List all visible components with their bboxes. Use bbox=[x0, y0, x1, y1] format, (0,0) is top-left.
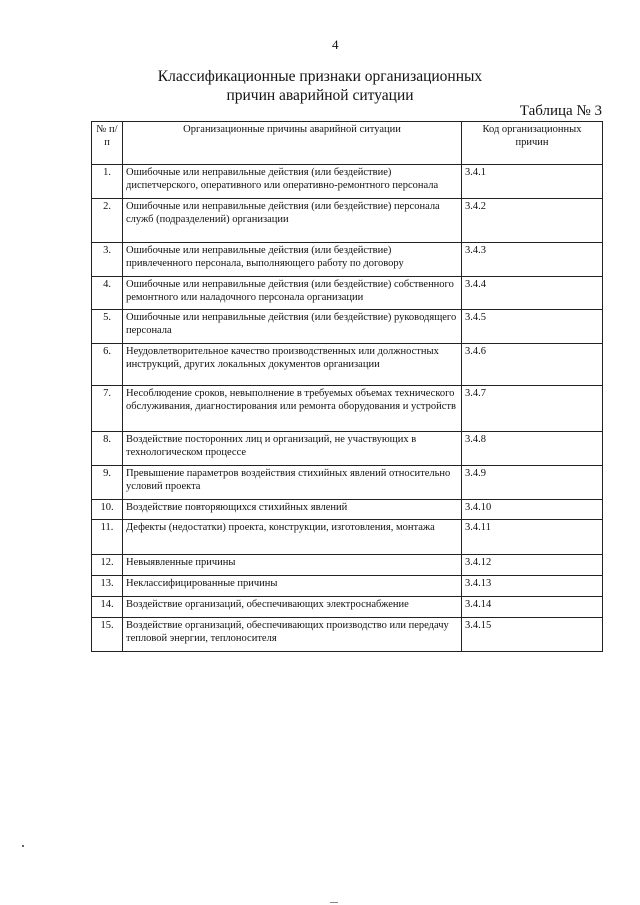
row-number: 10. bbox=[92, 500, 123, 520]
row-code: 3.4.5 bbox=[462, 310, 603, 344]
table-label: Таблица № 3 bbox=[519, 103, 602, 119]
document-title bbox=[0, 67, 640, 105]
row-number: 3. bbox=[92, 243, 123, 277]
title-line-2: причин аварийной ситуации bbox=[226, 87, 414, 104]
header-code: Код организационных причин bbox=[462, 122, 603, 165]
row-number: 5. bbox=[92, 310, 123, 344]
row-description: Ошибочные или неправильные действия (или бездействие) руководящего персонала bbox=[123, 310, 462, 344]
row-number: 1. bbox=[92, 165, 123, 199]
page-number: 4 bbox=[332, 37, 339, 52]
table-row bbox=[92, 199, 603, 243]
classification-table bbox=[91, 121, 603, 652]
table-row bbox=[92, 165, 603, 199]
row-code: 3.4.15 bbox=[462, 618, 603, 652]
row-number: 7. bbox=[92, 386, 123, 432]
row-code: 3.4.11 bbox=[462, 520, 603, 555]
row-code: 3.4.10 bbox=[462, 500, 603, 520]
row-code: 3.4.9 bbox=[462, 466, 603, 500]
row-number: 4. bbox=[92, 277, 123, 310]
row-number: 6. bbox=[92, 344, 123, 386]
row-description: Воздействие организаций, обеспечивающих производство или передачу тепловой энергии, теплоносителя bbox=[123, 618, 462, 652]
row-description: Невыявленные причины bbox=[123, 555, 462, 576]
table-row bbox=[92, 500, 603, 520]
row-code: 3.4.13 bbox=[462, 576, 603, 597]
scan-mark bbox=[330, 902, 338, 903]
title-line-1: Классификационные признаки организационных bbox=[157, 68, 483, 85]
table-row bbox=[92, 277, 603, 310]
row-code: 3.4.12 bbox=[462, 555, 603, 576]
row-code: 3.4.7 bbox=[462, 386, 603, 432]
row-code: 3.4.8 bbox=[462, 432, 603, 466]
row-description: Воздействие организаций, обеспечивающих электроснабжение bbox=[123, 597, 462, 618]
row-description: Ошибочные или неправильные действия (или бездействие) персонала служб (подразделений) организации bbox=[123, 199, 462, 243]
row-description: Воздействие посторонних лиц и организаций, не участвующих в технологическом процессе bbox=[123, 432, 462, 466]
table-row bbox=[92, 555, 603, 576]
table-row bbox=[92, 618, 603, 652]
row-description: Неудовлетворительное качество производственных или должностных инструкций, других локальных документов организации bbox=[123, 344, 462, 386]
row-code: 3.4.2 bbox=[462, 199, 603, 243]
row-number: 9. bbox=[92, 466, 123, 500]
row-code: 3.4.14 bbox=[462, 597, 603, 618]
table-row bbox=[92, 520, 603, 555]
table-row bbox=[92, 243, 603, 277]
row-description: Дефекты (недостатки) проекта, конструкции, изготовления, монтажа bbox=[123, 520, 462, 555]
row-number: 11. bbox=[92, 520, 123, 555]
table-row bbox=[92, 344, 603, 386]
row-description: Неклассифицированные причины bbox=[123, 576, 462, 597]
table-row bbox=[92, 597, 603, 618]
row-number: 13. bbox=[92, 576, 123, 597]
row-description: Воздействие повторяющихся стихийных явлений bbox=[123, 500, 462, 520]
row-code: 3.4.1 bbox=[462, 165, 603, 199]
header-num: № п/п bbox=[92, 122, 123, 165]
row-description: Ошибочные или неправильные действия (или бездействие) привлеченного персонала, выполняющего работу по договору bbox=[123, 243, 462, 277]
row-code: 3.4.4 bbox=[462, 277, 603, 310]
table-row bbox=[92, 386, 603, 432]
row-code: 3.4.6 bbox=[462, 344, 603, 386]
row-description: Ошибочные или неправильные действия (или бездействие) диспетчерского, оперативного или оперативно-ремонтного персонала bbox=[123, 165, 462, 199]
table-row bbox=[92, 576, 603, 597]
table-row bbox=[92, 466, 603, 500]
row-number: 2. bbox=[92, 199, 123, 243]
row-description: Превышение параметров воздействия стихийных явлений относительно условий проекта bbox=[123, 466, 462, 500]
table-header-row bbox=[92, 122, 603, 165]
row-number: 12. bbox=[92, 555, 123, 576]
table-row bbox=[92, 432, 603, 466]
row-code: 3.4.3 bbox=[462, 243, 603, 277]
table-row bbox=[92, 310, 603, 344]
scan-speck bbox=[22, 845, 24, 847]
row-number: 8. bbox=[92, 432, 123, 466]
header-description: Организационные причины аварийной ситуации bbox=[123, 122, 462, 165]
row-description: Ошибочные или неправильные действия (или бездействие) собственного ремонтного или наладочного персонала организации bbox=[123, 277, 462, 310]
row-number: 15. bbox=[92, 618, 123, 652]
row-description: Несоблюдение сроков, невыполнение в требуемых объемах технического обслуживания, диагностирования или ремонта оборудования и устройств bbox=[123, 386, 462, 432]
row-number: 14. bbox=[92, 597, 123, 618]
